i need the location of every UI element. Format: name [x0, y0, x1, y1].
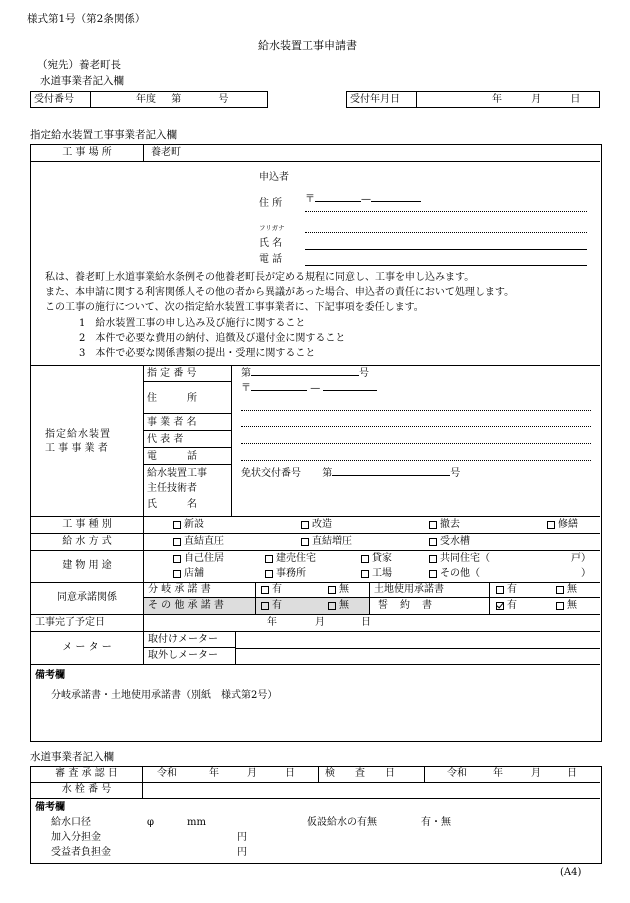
- other-consent-label: そ の 他 承 諾 書: [144, 598, 256, 614]
- caliber-label: 給水口径: [51, 817, 91, 828]
- use-apartment[interactable]: 共同住宅（: [429, 554, 490, 564]
- chief-engineer-label-1: 給水装置工事: [147, 468, 207, 479]
- building-use-row: [31, 551, 600, 583]
- contractor-block: [31, 365, 600, 517]
- footer-form: [30, 766, 602, 864]
- meter-number-label: 水 栓 番 号: [31, 783, 143, 798]
- applicant-phone-line[interactable]: [305, 265, 587, 266]
- applicant-name-label: 氏 名: [259, 238, 283, 249]
- completion-label: 工事完了予定日: [31, 615, 144, 631]
- use-own-house[interactable]: 自己住居: [173, 554, 224, 564]
- chief-engineer-label-2: 主任技術者: [147, 483, 197, 494]
- form-title: 給水装置工事申請書: [258, 39, 357, 52]
- applicant-address-label: 住 所: [259, 198, 283, 209]
- agreement-item-3: 3 本件で必要な関係書類の提出・受理に関すること: [79, 348, 316, 359]
- receipt-date-label: 受付年月日: [347, 92, 417, 108]
- license-number-field[interactable]: 免状交付番号 第 号: [241, 468, 461, 479]
- use-rental[interactable]: 貸家: [361, 554, 392, 564]
- paper-size-note: (A4): [560, 867, 582, 878]
- pledge-label: 誓 約 書: [370, 598, 490, 614]
- meter-install-label: 取付けメーター: [144, 632, 236, 648]
- site-value[interactable]: 養老町: [151, 147, 181, 158]
- caliber-phi: φ: [147, 817, 155, 828]
- meter-remove-field[interactable]: [241, 650, 591, 662]
- work-type-removal[interactable]: 撤去: [429, 520, 460, 530]
- work-type-repair[interactable]: 修繕: [547, 520, 578, 530]
- beneficiary-fee-label: 受益者負担金: [51, 847, 111, 858]
- beneficiary-fee-yen: 円: [237, 847, 247, 858]
- applicant-postal-field[interactable]: 〒 —: [305, 195, 421, 205]
- review-date-field[interactable]: 令和 年 月 日: [143, 767, 319, 782]
- supply-method-label: 給 水 方 式: [31, 534, 144, 550]
- business-name-label: 事 業 者 名: [147, 417, 197, 428]
- supply-direct-pressure[interactable]: 直結直圧: [173, 537, 224, 547]
- meter-number-field[interactable]: [145, 784, 595, 796]
- supply-tank[interactable]: 受水槽: [429, 537, 470, 547]
- consent-label: 同意承諾関係: [31, 583, 144, 614]
- review-row: [31, 767, 600, 783]
- footer-section-label: 水道事業者記入欄: [30, 751, 114, 763]
- applicant-name-line[interactable]: [305, 249, 587, 250]
- use-shop[interactable]: 店舗: [173, 569, 204, 579]
- receipt-number-field[interactable]: 年度 第 号: [91, 92, 268, 108]
- branch-consent-yes[interactable]: 有: [261, 585, 282, 595]
- contractor-phone-label: 電 話: [147, 451, 197, 462]
- branch-consent-label: 分 岐 承 諾 書: [144, 583, 256, 598]
- work-type-new[interactable]: 新設: [173, 520, 204, 530]
- agreement-line-3: この工事の施行について、次の指定給水装置工事事業者に、下記事項を委任します。: [45, 302, 424, 313]
- land-use-consent-choice: [490, 583, 600, 598]
- consent-row: [31, 583, 600, 615]
- contractor-section-label: 指定給水装置工事事業者記入欄: [30, 129, 177, 141]
- agreement-line-1: 私は、養老町上水道事業給水条例その他養老町長が定める規程に同意し、工事を申し込みます。: [45, 272, 475, 283]
- contractor-field-labels: [144, 366, 232, 517]
- main-form: [30, 144, 602, 742]
- agreement-item-1: 1 給水装置工事の申し込み及び施行に関すること: [79, 318, 306, 329]
- contractor-label-line-1: 指定給水装置: [45, 429, 111, 440]
- work-type-label: 工 事 種 別: [31, 517, 144, 533]
- receipt-date-field[interactable]: 年 月 日: [417, 92, 600, 108]
- designation-no-field[interactable]: 第 号: [241, 368, 369, 379]
- branch-consent-choice: [256, 583, 370, 598]
- temp-supply-label: 仮設給水の有無: [307, 817, 377, 828]
- completion-year[interactable]: 年: [267, 617, 277, 628]
- meter-number-row: [31, 783, 600, 799]
- land-use-yes[interactable]: 有: [496, 585, 517, 595]
- pledge-no[interactable]: 無: [556, 601, 577, 611]
- completion-month[interactable]: 月: [315, 617, 325, 628]
- supply-direct-boost[interactable]: 直結増圧: [301, 537, 352, 547]
- meter-label: メ ー タ ー: [31, 632, 144, 664]
- land-use-consent-label: 土地使用承諾書: [370, 583, 490, 598]
- completion-row: [31, 615, 600, 632]
- use-other[interactable]: その他（: [429, 569, 480, 579]
- temp-supply-choice[interactable]: 有・無: [421, 817, 451, 828]
- remarks-label: 備考欄: [35, 670, 65, 681]
- work-type-row: [31, 517, 600, 534]
- building-use-label: 建 物 用 途: [31, 551, 144, 582]
- site-label: 工 事 場 所: [31, 145, 144, 161]
- form-number: 様式第1号（第2条関係）: [27, 13, 146, 25]
- representative-label: 代 表 者: [147, 434, 184, 445]
- contractor-postal-field[interactable]: 〒 —: [241, 384, 377, 394]
- chief-engineer-label-3: 氏 名: [147, 499, 197, 510]
- use-other-close: ）: [581, 568, 591, 579]
- join-fee-label: 加入分担金: [51, 832, 101, 843]
- applicant-furigana-line[interactable]: [305, 232, 587, 233]
- meter-install-field[interactable]: [241, 634, 591, 646]
- join-fee-yen: 円: [237, 832, 247, 843]
- footer-remarks-label: 備考欄: [35, 802, 65, 813]
- waterworks-section-label: 水道事業者記入欄: [40, 75, 124, 87]
- other-consent-no[interactable]: 無: [328, 601, 349, 611]
- meter-remove-label: 取外しメーター: [144, 648, 236, 664]
- applicant-phone-label: 電 話: [259, 254, 283, 265]
- meter-row: [31, 632, 600, 665]
- use-office[interactable]: 事務所: [265, 569, 306, 579]
- pledge-yes[interactable]: 有: [496, 601, 517, 611]
- receipt-number-label: 受付番号: [31, 92, 91, 108]
- site-row: [31, 145, 600, 162]
- applicant-address-line[interactable]: [305, 211, 587, 212]
- other-consent-choice: [256, 598, 370, 614]
- other-consent-yes[interactable]: 有: [261, 601, 282, 611]
- inspection-date-field[interactable]: 令和 年 月 日: [447, 768, 577, 779]
- contractor-address-label: 住 所: [147, 393, 197, 404]
- addressee: （宛先）養老町長: [37, 59, 121, 71]
- contractor-label-cell: [31, 366, 144, 517]
- use-factory[interactable]: 工場: [361, 569, 392, 579]
- receipt-date-table: [346, 91, 600, 108]
- supply-method-row: [31, 534, 600, 551]
- contractor-phone-line[interactable]: [241, 460, 591, 461]
- branch-consent-no[interactable]: 無: [328, 585, 349, 595]
- representative-line[interactable]: [241, 443, 591, 444]
- use-built-for-sale[interactable]: 建売住宅: [265, 554, 316, 564]
- receipt-number-table: [30, 91, 268, 108]
- contractor-address-line[interactable]: [241, 410, 591, 411]
- designation-no-label: 指 定 番 号: [144, 366, 231, 382]
- agreement-line-2: また、本申請に関する利害関係人その他の者から異議があった場合、申込者の責任において処理します。: [45, 287, 515, 298]
- inspection-date-label: 検 査 日: [319, 767, 425, 782]
- work-type-renovation[interactable]: 改造: [301, 520, 332, 530]
- contractor-label-line-2: 工 事 事 業 者: [45, 443, 108, 454]
- land-use-no[interactable]: 無: [556, 585, 577, 595]
- agreement-item-2: 2 本件で必要な費用の納付、追徴及び還付金に関すること: [79, 333, 346, 344]
- review-date-label: 審 査 承 認 日: [31, 767, 143, 782]
- remarks-text: 分岐承諾書・土地使用承諾書（別紙 様式第2号）: [51, 690, 278, 701]
- business-name-line[interactable]: [241, 426, 591, 427]
- applicant-label: 申込者: [259, 172, 289, 183]
- completion-day[interactable]: 日: [361, 617, 371, 628]
- pledge-choice: [490, 598, 600, 614]
- applicant-furigana-label: フリガナ: [259, 224, 285, 232]
- use-apartment-units: 戸）: [571, 553, 591, 564]
- caliber-mm: mm: [187, 817, 206, 828]
